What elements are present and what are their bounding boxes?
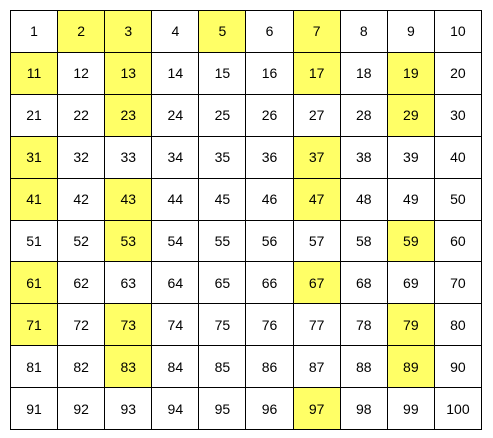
number-cell: 69 bbox=[388, 262, 435, 304]
number-cell: 65 bbox=[199, 262, 246, 304]
number-cell: 66 bbox=[246, 262, 293, 304]
number-cell: 24 bbox=[152, 95, 199, 137]
highlighted-number-cell: 61 bbox=[11, 262, 58, 304]
number-cell: 36 bbox=[246, 137, 293, 179]
number-cell: 14 bbox=[152, 53, 199, 95]
number-cell: 86 bbox=[246, 346, 293, 388]
highlighted-number-cell: 53 bbox=[105, 221, 152, 263]
highlighted-number-cell: 17 bbox=[294, 53, 341, 95]
number-cell: 26 bbox=[246, 95, 293, 137]
number-cell: 34 bbox=[152, 137, 199, 179]
number-cell: 18 bbox=[341, 53, 388, 95]
number-cell: 70 bbox=[435, 262, 482, 304]
number-cell: 85 bbox=[199, 346, 246, 388]
number-cell: 75 bbox=[199, 304, 246, 346]
highlighted-number-cell: 23 bbox=[105, 95, 152, 137]
number-cell: 9 bbox=[388, 11, 435, 53]
number-cell: 6 bbox=[246, 11, 293, 53]
number-cell: 1 bbox=[11, 11, 58, 53]
number-cell: 56 bbox=[246, 221, 293, 263]
number-cell: 94 bbox=[152, 388, 199, 430]
highlighted-number-cell: 11 bbox=[11, 53, 58, 95]
number-cell: 54 bbox=[152, 221, 199, 263]
number-cell: 84 bbox=[152, 346, 199, 388]
hundred-chart-grid bbox=[10, 10, 482, 430]
highlighted-number-cell: 67 bbox=[294, 262, 341, 304]
number-cell: 55 bbox=[199, 221, 246, 263]
number-cell: 21 bbox=[11, 95, 58, 137]
number-cell: 40 bbox=[435, 137, 482, 179]
number-cell: 81 bbox=[11, 346, 58, 388]
highlighted-number-cell: 31 bbox=[11, 137, 58, 179]
highlighted-number-cell: 3 bbox=[105, 11, 152, 53]
number-cell: 49 bbox=[388, 179, 435, 221]
number-cell: 98 bbox=[341, 388, 388, 430]
number-cell: 8 bbox=[341, 11, 388, 53]
highlighted-number-cell: 19 bbox=[388, 53, 435, 95]
number-cell: 77 bbox=[294, 304, 341, 346]
number-cell: 51 bbox=[11, 221, 58, 263]
number-cell: 74 bbox=[152, 304, 199, 346]
number-cell: 39 bbox=[388, 137, 435, 179]
number-cell: 16 bbox=[246, 53, 293, 95]
highlighted-number-cell: 71 bbox=[11, 304, 58, 346]
number-cell: 57 bbox=[294, 221, 341, 263]
highlighted-number-cell: 29 bbox=[388, 95, 435, 137]
number-cell: 99 bbox=[388, 388, 435, 430]
number-cell: 10 bbox=[435, 11, 482, 53]
number-cell: 20 bbox=[435, 53, 482, 95]
number-cell: 82 bbox=[58, 346, 105, 388]
number-cell: 42 bbox=[58, 179, 105, 221]
number-cell: 76 bbox=[246, 304, 293, 346]
number-cell: 96 bbox=[246, 388, 293, 430]
number-cell: 80 bbox=[435, 304, 482, 346]
number-cell: 100 bbox=[435, 388, 482, 430]
number-cell: 50 bbox=[435, 179, 482, 221]
highlighted-number-cell: 59 bbox=[388, 221, 435, 263]
highlighted-number-cell: 83 bbox=[105, 346, 152, 388]
number-cell: 78 bbox=[341, 304, 388, 346]
number-cell: 91 bbox=[11, 388, 58, 430]
number-cell: 52 bbox=[58, 221, 105, 263]
number-cell: 63 bbox=[105, 262, 152, 304]
number-cell: 38 bbox=[341, 137, 388, 179]
number-cell: 45 bbox=[199, 179, 246, 221]
number-cell: 90 bbox=[435, 346, 482, 388]
highlighted-number-cell: 89 bbox=[388, 346, 435, 388]
highlighted-number-cell: 79 bbox=[388, 304, 435, 346]
highlighted-number-cell: 73 bbox=[105, 304, 152, 346]
number-cell: 35 bbox=[199, 137, 246, 179]
highlighted-number-cell: 2 bbox=[58, 11, 105, 53]
number-cell: 25 bbox=[199, 95, 246, 137]
number-cell: 4 bbox=[152, 11, 199, 53]
highlighted-number-cell: 37 bbox=[294, 137, 341, 179]
highlighted-number-cell: 5 bbox=[199, 11, 246, 53]
number-cell: 12 bbox=[58, 53, 105, 95]
number-cell: 88 bbox=[341, 346, 388, 388]
number-cell: 60 bbox=[435, 221, 482, 263]
number-cell: 33 bbox=[105, 137, 152, 179]
highlighted-number-cell: 7 bbox=[294, 11, 341, 53]
number-cell: 22 bbox=[58, 95, 105, 137]
highlighted-number-cell: 47 bbox=[294, 179, 341, 221]
number-cell: 93 bbox=[105, 388, 152, 430]
number-cell: 30 bbox=[435, 95, 482, 137]
highlighted-number-cell: 13 bbox=[105, 53, 152, 95]
number-cell: 87 bbox=[294, 346, 341, 388]
number-cell: 58 bbox=[341, 221, 388, 263]
number-cell: 72 bbox=[58, 304, 105, 346]
number-cell: 28 bbox=[341, 95, 388, 137]
highlighted-number-cell: 97 bbox=[294, 388, 341, 430]
number-cell: 64 bbox=[152, 262, 199, 304]
number-cell: 68 bbox=[341, 262, 388, 304]
number-cell: 44 bbox=[152, 179, 199, 221]
highlighted-number-cell: 41 bbox=[11, 179, 58, 221]
highlighted-number-cell: 43 bbox=[105, 179, 152, 221]
number-cell: 92 bbox=[58, 388, 105, 430]
number-cell: 15 bbox=[199, 53, 246, 95]
number-cell: 48 bbox=[341, 179, 388, 221]
number-cell: 95 bbox=[199, 388, 246, 430]
number-cell: 62 bbox=[58, 262, 105, 304]
number-cell: 46 bbox=[246, 179, 293, 221]
number-cell: 27 bbox=[294, 95, 341, 137]
number-cell: 32 bbox=[58, 137, 105, 179]
